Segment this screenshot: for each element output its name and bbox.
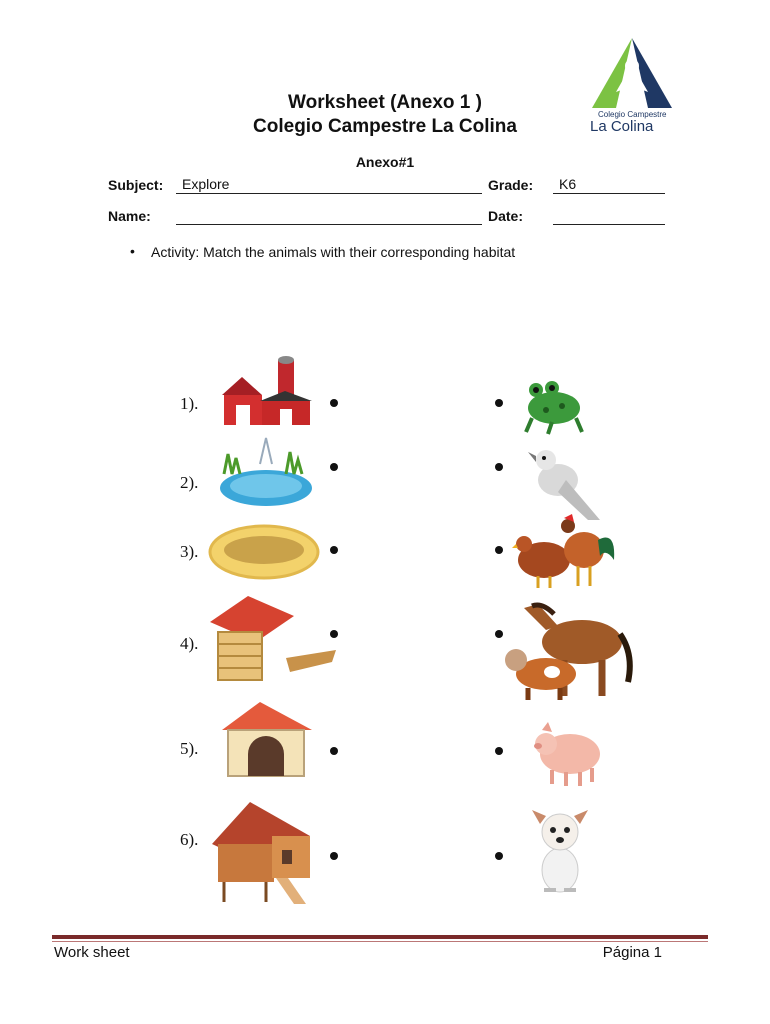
footer-left-text: Work sheet bbox=[54, 944, 130, 961]
footer-rule bbox=[52, 935, 708, 939]
henhouse-icon bbox=[210, 800, 314, 906]
left-match-dot-2[interactable] bbox=[330, 463, 338, 471]
grade-label: Grade: bbox=[488, 177, 534, 193]
page-number: Página 1 bbox=[602, 944, 662, 961]
left-match-dot-6[interactable] bbox=[330, 852, 338, 860]
item-number-3: 3). bbox=[180, 542, 199, 561]
date-field[interactable] bbox=[553, 207, 665, 225]
right-match-dot-3[interactable] bbox=[495, 546, 503, 554]
footer-rule-thin bbox=[52, 941, 708, 942]
school-logo bbox=[588, 36, 678, 136]
frog-icon bbox=[522, 378, 584, 436]
activity-bullet: • bbox=[130, 243, 135, 259]
annex-subtitle: Anexo#1 bbox=[355, 154, 415, 170]
subject-field[interactable]: Explore bbox=[176, 176, 482, 194]
chickens-icon bbox=[512, 510, 618, 590]
doghouse-icon bbox=[220, 700, 314, 778]
name-field[interactable] bbox=[176, 207, 482, 225]
name-label: Name: bbox=[108, 208, 151, 224]
nest-icon bbox=[208, 524, 320, 580]
worksheet-title: Worksheet (Anexo 1 ) bbox=[288, 92, 482, 113]
right-match-dot-5[interactable] bbox=[495, 747, 503, 755]
item-number-2: 2). bbox=[180, 473, 199, 492]
item-number-4: 4). bbox=[180, 634, 199, 653]
activity-instruction: Activity: Match the animals with their corresponding habitat bbox=[151, 244, 516, 260]
right-match-dot-1[interactable] bbox=[495, 399, 503, 407]
barn-icon bbox=[220, 355, 315, 430]
school-title: Colegio Campestre La Colina bbox=[253, 116, 517, 137]
pond-icon bbox=[216, 434, 312, 514]
logo-small-text: Colegio Campestre bbox=[598, 110, 667, 119]
subject-label: Subject: bbox=[108, 177, 164, 193]
logo-big-text: La Colina bbox=[590, 118, 654, 135]
horse-cow-icon bbox=[498, 602, 638, 702]
right-match-dot-6[interactable] bbox=[495, 852, 503, 860]
stable-icon bbox=[208, 592, 340, 684]
dog-icon bbox=[530, 804, 592, 896]
right-match-dot-2[interactable] bbox=[495, 463, 503, 471]
grade-field[interactable]: K6 bbox=[553, 176, 665, 194]
left-match-dot-5[interactable] bbox=[330, 747, 338, 755]
pig-icon bbox=[532, 720, 606, 788]
item-number-6: 6). bbox=[180, 830, 199, 849]
left-match-dot-4[interactable] bbox=[330, 630, 338, 638]
date-label: Date: bbox=[488, 208, 524, 224]
item-number-1: 1). bbox=[180, 394, 199, 413]
left-match-dot-1[interactable] bbox=[330, 399, 338, 407]
item-number-5: 5). bbox=[180, 739, 199, 758]
left-match-dot-3[interactable] bbox=[330, 546, 338, 554]
